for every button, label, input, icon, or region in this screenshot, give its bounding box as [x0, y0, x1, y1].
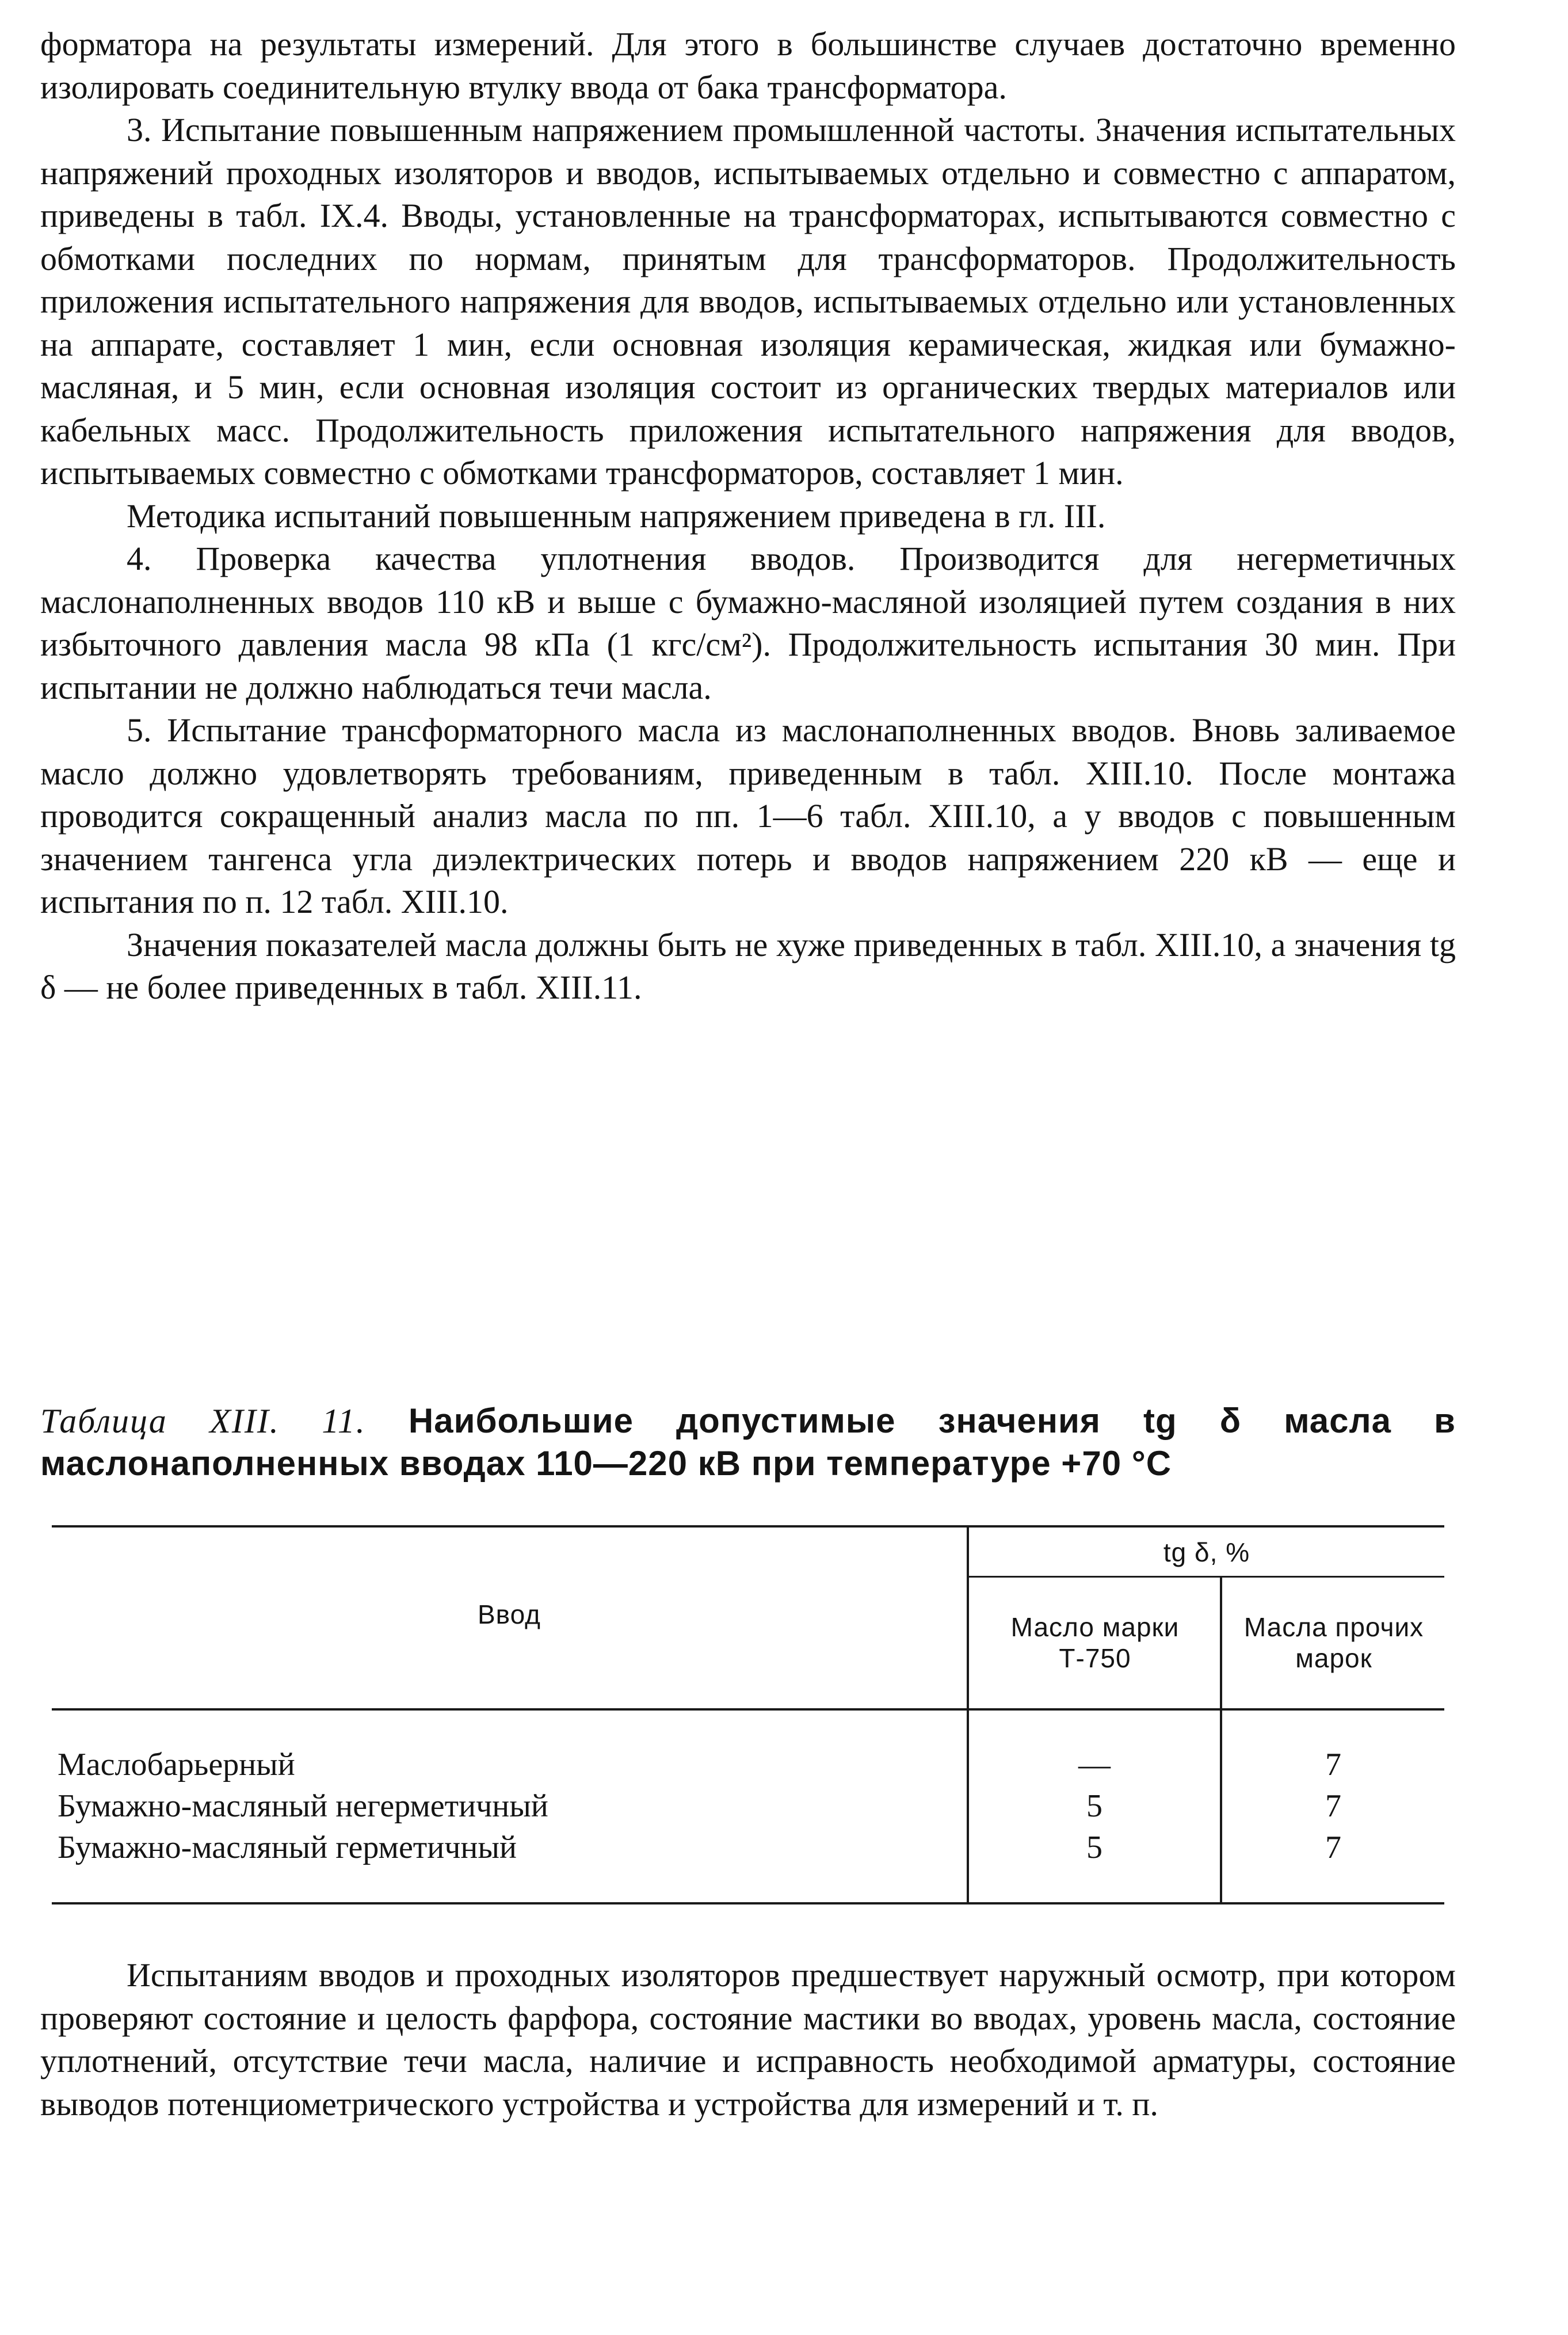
paragraph-continuation: форматора на результаты измерений. Для этого в большинстве случаев достаточно временно изолировать соединительную втулку ввода от бака трансформатора.	[40, 25, 1456, 106]
body-text-top	[40, 23, 1456, 1010]
table-subheader-rule	[967, 1576, 1444, 1578]
table-cell-t750: —	[1078, 1747, 1111, 1782]
table-row-name: Маслобарьерный	[58, 1747, 295, 1782]
paragraph-oil-values: Значения показателей масла должны быть не хуже приведенных в табл. XIII.10, а значения tg δ — не более приведенных в табл. XIII.11.	[40, 925, 1456, 1006]
header-tg-delta: tg δ, %	[1163, 1537, 1250, 1567]
header-input: Ввод	[477, 1599, 541, 1629]
table-cell-other: 7	[1325, 1747, 1341, 1782]
paragraph-method-ref: Методика испытаний повышенным напряжением приведена в гл. III.	[127, 497, 1106, 535]
table-bottom-rule	[52, 1902, 1444, 1904]
table-caption	[40, 1400, 1456, 1485]
paragraph-item-3: 3. Испытание повышенным напряжением промышленной частоты. Значения испытательных напряжений проходных изоляторов и вводов, испытываемых отдельно и совместно с аппаратом, приведены в табл. IX.4. Вводы, установленные на трансформаторах, испытываются совместно с обмотками последних по нормам, принятым для трансформаторов. Продолжительность приложения испытательного напряжения для вводов, испытываемых отдельно или установленных на аппарате, составляет 1 мин, если основная изоляция керамическая, жидкая или бумажно-масляная, и 5 мин, если основная изоляция состоит из органических твердых материалов или кабельных масс. Продолжительность приложения испытательного напряжения для вводов, испытываемых совместно с обмотками трансформаторов, составляет 1 мин.	[40, 111, 1456, 492]
paragraph-item-4: 4. Проверка качества уплотнения вводов. Производится для негерметичных маслонаполненных вводов 110 кВ и выше с бумажно-масляной изоляцией путем создания в них избыточного давления масла 98 кПа (1 кгс/см²). Продолжительность испытания 30 мин. При испытании не должно наблюдаться течи масла.	[40, 540, 1456, 706]
header-t750: Масло марки Т-750	[1010, 1612, 1180, 1673]
table-cell-t750: 5	[1086, 1788, 1102, 1824]
table-row-name: Бумажно-масляный негерметичный	[58, 1788, 548, 1824]
table-cell-other: 7	[1325, 1830, 1341, 1865]
data-table	[52, 1525, 1444, 1905]
table-top-rule	[52, 1525, 1444, 1528]
table-row-name: Бумажно-масляный герметичный	[58, 1830, 517, 1865]
paragraph-item-5: 5. Испытание трансформаторного масла из маслонаполненных вводов. Вновь заливаемое масло должно удовлетворять требованиям, приведенным в табл. XIII.10. После монтажа проводится сокращенный анализ масла по пп. 1—6 табл. XIII.10, а у вводов с повышенным значением тангенса угла диэлектрических потерь и вводов напряжением 220 кВ — еще и испытания по п. 12 табл. XIII.10.	[40, 711, 1456, 920]
header-other: Масла прочих марок	[1243, 1612, 1424, 1673]
paragraph-inspection: Испытаниям вводов и проходных изоляторов предшествует наружный осмотр, при котором проверяют состояние и целость фарфора, состояние мастики во вводах, уровень масла, состояние уплотнений, отсутствие течи масла, наличие и исправность необходимой арматуры, состояние выводов потенциометрического устройства и устройства для измерений и т. п.	[40, 1956, 1456, 2123]
table-cell-t750: 5	[1086, 1830, 1102, 1865]
table-header-rule	[52, 1708, 1444, 1711]
table-label: Таблица XIII. 11.	[40, 1402, 366, 1440]
table-title: Наибольшие допустимые значения tg δ масла в маслонаполненных вводах 110—220 кВ при температуре +70 °С	[40, 1401, 1456, 1483]
body-text-bottom	[40, 1954, 1456, 2126]
table-cell-other: 7	[1325, 1788, 1341, 1824]
